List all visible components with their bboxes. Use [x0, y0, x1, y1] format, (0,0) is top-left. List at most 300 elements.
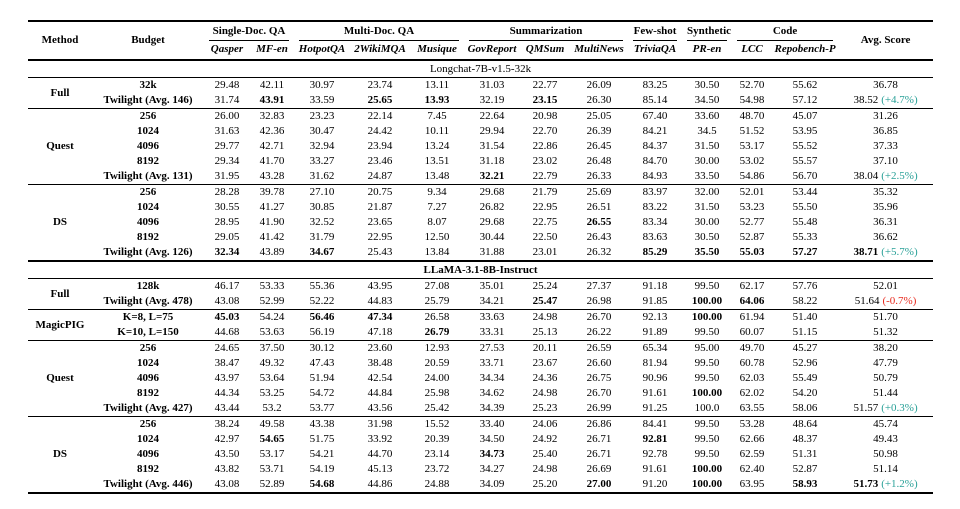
avg-score-cell [838, 245, 933, 261]
score-cell: 13.48 [424, 170, 450, 182]
score-cell: 20.59 [424, 357, 450, 369]
score-cell: 34.34 [479, 372, 505, 384]
score-cell: 92.13 [628, 310, 682, 326]
delta-badge: (-0.7%) [882, 295, 917, 307]
score-cell: 31.50 [694, 140, 720, 152]
avg-score-value: 51.32 [873, 326, 898, 338]
score-cell: 30.12 [294, 341, 350, 357]
budget-cell: 8192 [137, 155, 159, 167]
score-cell: 52.99 [259, 295, 285, 307]
score-cell: 32.94 [309, 140, 335, 152]
subcolumn-header: TriviaQA [628, 41, 682, 60]
score-cell: 83.22 [642, 201, 668, 213]
score-cell: 23.60 [350, 341, 410, 357]
table-row [28, 78, 933, 94]
score-cell: 33.59 [309, 94, 335, 106]
score-cell: 10.11 [424, 125, 450, 137]
budget-cell: Twilight (Avg. 131) [103, 170, 193, 182]
score-cell: 9.34 [410, 185, 464, 201]
budget-cell: 256 [92, 341, 204, 357]
avg-score-cell [838, 78, 933, 94]
score-cell: 43.28 [259, 170, 285, 182]
score-cell: 23.65 [367, 216, 393, 228]
score-cell: 43.38 [294, 417, 350, 433]
score-cell: 26.98 [586, 295, 612, 307]
score-cell: 20.39 [424, 433, 450, 445]
score-cell: 31.98 [350, 417, 410, 433]
table-row [28, 401, 933, 417]
delta-badge: (+4.7%) [881, 94, 918, 106]
score-cell: 45.13 [367, 463, 393, 475]
score-cell: 43.82 [214, 463, 240, 475]
table-row [28, 310, 933, 326]
score-cell: 22.95 [367, 231, 393, 243]
score-cell: 23.46 [367, 155, 393, 167]
avg-score-value: 47.79 [873, 357, 898, 369]
score-cell: 48.64 [772, 417, 838, 433]
score-cell: 25.42 [424, 402, 450, 414]
score-cell: 35.50 [694, 246, 720, 258]
score-cell: 20.11 [520, 341, 570, 357]
score-cell: 62.59 [739, 448, 765, 460]
score-cell: 84.41 [628, 417, 682, 433]
delta-badge: (+5.7%) [881, 246, 918, 258]
score-cell: 38.47 [214, 357, 240, 369]
table-row [28, 356, 933, 371]
score-cell: 43.89 [259, 246, 285, 258]
score-cell: 31.54 [479, 140, 505, 152]
score-cell: 24.98 [532, 387, 558, 399]
score-cell: 20.98 [520, 109, 570, 125]
score-cell: 26.51 [586, 201, 612, 213]
table-row [28, 245, 933, 261]
score-cell: 25.43 [367, 246, 393, 258]
score-cell: 43.91 [259, 94, 285, 106]
score-cell: 26.00 [204, 109, 250, 125]
score-cell: 23.23 [294, 109, 350, 125]
score-cell: 42.11 [250, 78, 294, 94]
score-cell: 30.55 [214, 201, 240, 213]
score-cell: 56.70 [792, 170, 818, 182]
score-cell: 12.50 [424, 231, 450, 243]
score-cell: 23.14 [424, 448, 450, 460]
score-cell: 53.44 [772, 185, 838, 201]
score-cell: 8.07 [427, 216, 447, 228]
score-cell: 52.96 [792, 357, 818, 369]
avg-score-value: 52.01 [873, 280, 898, 292]
score-cell: 81.94 [642, 357, 668, 369]
budget-cell: 128k [92, 279, 204, 295]
subcolumn-header: HotpotQA [294, 41, 350, 60]
score-cell: 25.23 [532, 402, 558, 414]
score-cell: 63.55 [739, 402, 765, 414]
score-cell: 44.84 [367, 387, 393, 399]
score-cell: 38.48 [367, 357, 393, 369]
score-cell: 26.55 [586, 216, 612, 228]
score-cell: 60.07 [739, 326, 765, 338]
score-cell: 53.28 [732, 417, 772, 433]
score-cell: 27.53 [464, 341, 520, 357]
score-cell: 62.66 [739, 433, 765, 445]
score-cell: 30.47 [309, 125, 335, 137]
score-cell: 20.75 [350, 185, 410, 201]
score-cell: 51.40 [772, 310, 838, 326]
score-cell: 100.00 [691, 295, 723, 307]
subcolumn-header: MF-en [250, 41, 294, 60]
score-cell: 31.62 [309, 170, 335, 182]
score-cell: 30.85 [309, 201, 335, 213]
score-cell: 83.63 [642, 231, 668, 243]
group-header: Few-shot [628, 21, 682, 41]
score-cell: 42.97 [214, 433, 240, 445]
score-cell: 41.27 [259, 201, 285, 213]
score-cell: 55.33 [792, 231, 818, 243]
score-cell: 83.97 [628, 185, 682, 201]
score-cell: 91.61 [642, 387, 668, 399]
score-cell: 26.70 [586, 387, 612, 399]
delta-badge: (+2.5%) [881, 170, 918, 182]
avg-score-cell [838, 447, 933, 462]
avg-score-value: 51.14 [873, 463, 898, 475]
budget-cell: 8192 [137, 387, 159, 399]
score-cell: 27.37 [570, 279, 628, 295]
score-cell: 56.46 [294, 310, 350, 326]
score-cell: 99.50 [694, 357, 720, 369]
score-cell: 34.27 [479, 463, 505, 475]
table-row [28, 477, 933, 493]
score-cell: 30.44 [479, 231, 505, 243]
avg-score-value: 51.73 [853, 478, 879, 490]
score-cell: 47.43 [309, 357, 335, 369]
score-cell: 12.93 [410, 341, 464, 357]
column-header-avg-score: Avg. Score [838, 21, 933, 60]
table-row [28, 154, 933, 169]
score-cell: 25.65 [367, 94, 393, 106]
table-row [28, 462, 933, 477]
avg-score-value: 38.52 [853, 94, 879, 106]
section-row [28, 60, 933, 78]
subcolumn-header: Qasper [204, 41, 250, 60]
score-cell: 54.65 [259, 433, 285, 445]
avg-score-cell [838, 154, 933, 169]
table-row [28, 124, 933, 139]
score-cell: 85.14 [642, 94, 668, 106]
method-cell: MagicPIG [28, 310, 92, 341]
score-cell: 31.18 [479, 155, 505, 167]
score-cell: 15.52 [410, 417, 464, 433]
score-cell: 32.52 [309, 216, 335, 228]
score-cell: 54.20 [792, 387, 818, 399]
score-cell: 43.44 [214, 402, 240, 414]
score-cell: 38.24 [204, 417, 250, 433]
score-cell: 54.68 [309, 478, 335, 490]
score-cell: 45.27 [772, 341, 838, 357]
score-cell: 34.5 [697, 125, 717, 137]
score-cell: 53.63 [259, 326, 285, 338]
score-cell: 55.50 [792, 201, 818, 213]
score-cell: 25.13 [532, 326, 558, 338]
score-cell: 32.00 [682, 185, 732, 201]
score-cell: 60.78 [739, 357, 765, 369]
avg-score-cell [838, 462, 933, 477]
avg-score-cell [838, 124, 933, 139]
score-cell: 32.34 [214, 246, 240, 258]
score-cell: 22.77 [520, 78, 570, 94]
score-cell: 90.96 [642, 372, 668, 384]
score-cell: 34.21 [479, 295, 505, 307]
header-group-row [28, 21, 933, 41]
avg-score-value: 38.04 [853, 170, 879, 182]
budget-cell: 4096 [137, 448, 159, 460]
score-cell: 24.98 [520, 310, 570, 326]
avg-score-cell [838, 139, 933, 154]
avg-score-cell [838, 109, 933, 125]
avg-score-value: 31.26 [873, 110, 898, 122]
score-cell: 55.48 [792, 216, 818, 228]
score-cell: 91.89 [642, 326, 668, 338]
score-cell: 26.60 [586, 357, 612, 369]
group-header: Multi-Doc. QA [294, 21, 464, 41]
score-cell: 34.62 [479, 387, 505, 399]
score-cell: 24.88 [424, 478, 450, 490]
score-cell: 13.93 [424, 94, 450, 106]
score-cell: 31.63 [214, 125, 240, 137]
score-cell: 32.19 [479, 94, 505, 106]
score-cell: 53.64 [259, 372, 285, 384]
avg-score-cell [838, 477, 933, 493]
budget-cell: 8192 [137, 231, 159, 243]
subcolumn-header: MultiNews [570, 41, 628, 60]
score-cell: 24.65 [204, 341, 250, 357]
score-cell: 23.67 [532, 357, 558, 369]
score-cell: 33.60 [682, 109, 732, 125]
score-cell: 31.03 [464, 78, 520, 94]
budget-cell: 256 [92, 185, 204, 201]
score-cell: 91.25 [642, 402, 668, 414]
score-cell: 24.36 [532, 372, 558, 384]
subcolumn-header: Repobench-P [772, 41, 838, 60]
score-cell: 30.50 [682, 78, 732, 94]
subcolumn-header: 2WikiMQA [350, 41, 410, 60]
table-row [28, 294, 933, 310]
avg-score-value: 51.57 [853, 402, 879, 414]
score-cell: 22.79 [532, 170, 558, 182]
score-cell: 52.89 [259, 478, 285, 490]
table-row [28, 230, 933, 245]
score-cell: 83.25 [628, 78, 682, 94]
score-cell: 22.75 [532, 216, 558, 228]
budget-cell: 4096 [137, 372, 159, 384]
score-cell: 85.29 [642, 246, 668, 258]
budget-cell: 4096 [137, 140, 159, 152]
score-cell: 24.87 [367, 170, 393, 182]
score-cell: 26.71 [586, 433, 612, 445]
score-cell: 49.58 [250, 417, 294, 433]
score-cell: 42.54 [367, 372, 393, 384]
table-row [28, 417, 933, 433]
score-cell: 29.77 [214, 140, 240, 152]
method-cell: Full [28, 279, 92, 310]
table-row [28, 279, 933, 295]
score-cell: 91.18 [628, 279, 682, 295]
score-cell: 51.52 [739, 125, 765, 137]
score-cell: 92.81 [642, 433, 668, 445]
avg-score-cell [838, 371, 933, 386]
score-cell: 21.87 [367, 201, 393, 213]
avg-score-value: 51.70 [873, 311, 898, 323]
score-cell: 100.00 [682, 310, 732, 326]
score-cell: 62.17 [732, 279, 772, 295]
score-cell: 52.87 [739, 231, 765, 243]
score-cell: 41.42 [259, 231, 285, 243]
group-header: Summarization [464, 21, 628, 41]
score-cell: 33.31 [479, 326, 505, 338]
score-cell: 54.72 [309, 387, 335, 399]
score-cell: 41.70 [259, 155, 285, 167]
avg-score-value: 38.20 [873, 342, 898, 354]
avg-score-value: 36.85 [873, 125, 898, 137]
score-cell: 34.39 [479, 402, 505, 414]
score-cell: 25.47 [532, 295, 558, 307]
avg-score-cell [838, 417, 933, 433]
score-cell: 57.76 [772, 279, 838, 295]
budget-cell: 4096 [137, 216, 159, 228]
score-cell: 25.24 [520, 279, 570, 295]
score-cell: 99.50 [682, 279, 732, 295]
score-cell: 22.50 [532, 231, 558, 243]
score-cell: 22.95 [532, 201, 558, 213]
score-cell: 31.88 [479, 246, 505, 258]
method-cell: Quest [28, 341, 92, 417]
avg-score-value: 37.33 [873, 140, 898, 152]
table-row [28, 371, 933, 386]
method-cell: Quest [28, 109, 92, 185]
avg-score-value: 50.98 [873, 448, 898, 460]
score-cell: 23.02 [532, 155, 558, 167]
score-cell: 26.22 [586, 326, 612, 338]
score-cell: 33.27 [309, 155, 335, 167]
score-cell: 35.01 [464, 279, 520, 295]
score-cell: 26.45 [586, 140, 612, 152]
avg-score-cell [838, 341, 933, 357]
budget-cell: 256 [92, 109, 204, 125]
budget-cell: Twilight (Avg. 126) [103, 246, 193, 258]
score-cell: 26.59 [570, 341, 628, 357]
score-cell: 62.03 [739, 372, 765, 384]
score-cell: 52.01 [732, 185, 772, 201]
score-cell: 26.39 [586, 125, 612, 137]
score-cell: 23.15 [532, 94, 558, 106]
table-row [28, 325, 933, 341]
score-cell: 33.92 [367, 433, 393, 445]
budget-cell: Twilight (Avg. 427) [103, 402, 193, 414]
score-cell: 47.34 [350, 310, 410, 326]
score-cell: 44.34 [214, 387, 240, 399]
score-cell: 26.69 [586, 463, 612, 475]
score-cell: 23.01 [532, 246, 558, 258]
score-cell: 51.94 [309, 372, 335, 384]
score-cell: 51.31 [792, 448, 818, 460]
score-cell: 58.22 [792, 295, 818, 307]
score-cell: 25.40 [532, 448, 558, 460]
score-cell: 29.34 [214, 155, 240, 167]
score-cell: 33.40 [464, 417, 520, 433]
table-row [28, 185, 933, 201]
score-cell: 30.97 [294, 78, 350, 94]
score-cell: 13.11 [410, 78, 464, 94]
score-cell: 100.0 [694, 402, 720, 414]
column-header-budget: Budget [92, 21, 204, 60]
score-cell: 53.95 [792, 125, 818, 137]
score-cell: 26.43 [586, 231, 612, 243]
score-cell: 53.2 [262, 402, 282, 414]
score-cell: 31.50 [694, 201, 720, 213]
group-header: Synthetic [682, 21, 732, 41]
score-cell: 53.17 [739, 140, 765, 152]
score-cell: 43.50 [214, 448, 240, 460]
score-cell: 27.08 [410, 279, 464, 295]
score-cell: 91.61 [642, 463, 668, 475]
avg-score-value: 36.31 [873, 216, 898, 228]
score-cell: 32.83 [250, 109, 294, 125]
score-cell: 95.00 [682, 341, 732, 357]
budget-cell: 1024 [137, 357, 159, 369]
score-cell: 53.17 [259, 448, 285, 460]
score-cell: 54.21 [309, 448, 335, 460]
avg-score-cell [838, 294, 933, 310]
score-cell: 26.75 [586, 372, 612, 384]
score-cell: 91.85 [642, 295, 668, 307]
score-cell: 49.70 [732, 341, 772, 357]
avg-score-value: 50.79 [873, 372, 898, 384]
table-row [28, 386, 933, 401]
score-cell: 21.79 [520, 185, 570, 201]
budget-cell: Twilight (Avg. 146) [103, 94, 193, 106]
score-cell: 25.05 [570, 109, 628, 125]
score-cell: 57.27 [792, 246, 818, 258]
score-cell: 61.94 [732, 310, 772, 326]
score-cell: 26.33 [586, 170, 612, 182]
budget-cell: 1024 [137, 125, 159, 137]
score-cell: 24.92 [532, 433, 558, 445]
subcolumn-header: GovReport [464, 41, 520, 60]
score-cell: 33.63 [464, 310, 520, 326]
table-row [28, 109, 933, 125]
group-header: Code [732, 21, 838, 41]
score-cell: 26.09 [570, 78, 628, 94]
score-cell: 62.02 [739, 387, 765, 399]
column-header-method: Method [28, 21, 92, 60]
score-cell: 84.93 [642, 170, 668, 182]
score-cell: 49.32 [259, 357, 285, 369]
score-cell: 43.56 [367, 402, 393, 414]
budget-cell: 1024 [137, 201, 159, 213]
budget-cell: 256 [92, 417, 204, 433]
table-row [28, 169, 933, 185]
score-cell: 31.79 [309, 231, 335, 243]
table-row [28, 341, 933, 357]
score-cell: 43.08 [214, 478, 240, 490]
score-cell: 53.33 [250, 279, 294, 295]
score-cell: 62.40 [739, 463, 765, 475]
score-cell: 43.08 [214, 295, 240, 307]
score-cell: 23.72 [424, 463, 450, 475]
score-cell: 32.21 [479, 170, 505, 182]
score-cell: 34.67 [309, 246, 335, 258]
score-cell: 53.77 [309, 402, 335, 414]
avg-score-cell [838, 386, 933, 401]
score-cell: 52.87 [792, 463, 818, 475]
